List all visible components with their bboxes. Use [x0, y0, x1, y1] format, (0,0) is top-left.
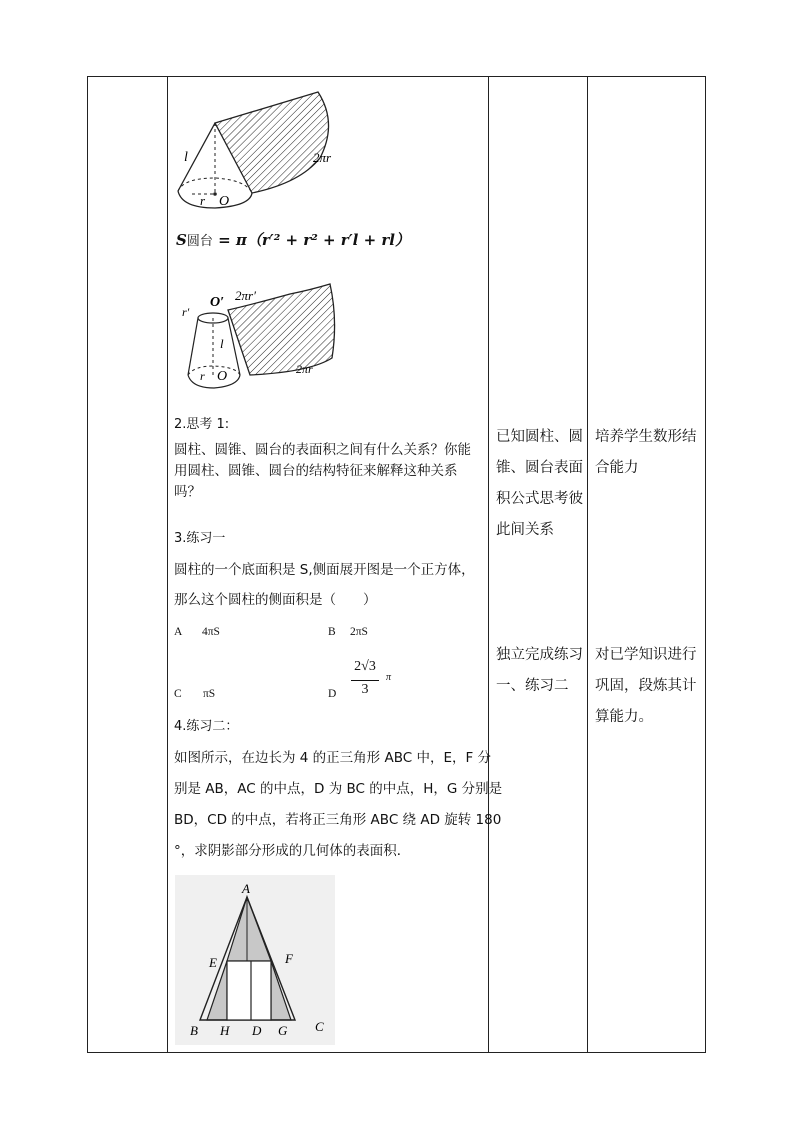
student-activity-line: 已知圆柱、圆 [496, 429, 583, 445]
point-h-label: H [220, 1023, 230, 1038]
point-a-label: A [242, 881, 250, 896]
section4-heading: 4.练习二： [174, 719, 239, 734]
cone-l-label: l [184, 150, 188, 165]
option-d-label: D [328, 688, 337, 700]
section2-heading: 2.思考 1: [174, 417, 230, 432]
formula-s: S [176, 231, 187, 249]
cone-o-label: O [219, 194, 230, 209]
triangle-figure [175, 875, 335, 1045]
frustum-o-label: O [217, 369, 228, 384]
option-d-numerator: 2√3 [354, 659, 376, 674]
option-a-label: A [174, 626, 183, 638]
cone-r-label: r [200, 193, 206, 208]
cone-unfolding-figure [170, 88, 350, 218]
section3-heading: 3.练习一 [174, 531, 226, 546]
section2-line: 圆柱、圆锥、圆台的表面积之间有什么关系？你能 [174, 442, 471, 458]
point-g-label: G [278, 1023, 288, 1038]
student-activity-line: 锥、圆台表面 [496, 460, 583, 476]
section4-line: 如图所示，在边长为 4 的正三角形 ABC 中，E，F 分 [174, 750, 492, 766]
column-divider [167, 77, 168, 1052]
option-b-value: 2πS [350, 626, 368, 638]
frustum-l-label: l [220, 336, 224, 351]
student-activity-line: 积公式思考彼 [496, 491, 583, 507]
design-intent-line: 对已学知识进行 [595, 647, 697, 663]
student-activity-line: 此间关系 [496, 522, 554, 538]
design-intent-line: 合能力 [595, 460, 639, 476]
formula-rhs: = π（r′² + r² + r′l + rl） [218, 231, 410, 249]
cone-arc-label: 2πr [313, 150, 332, 165]
option-d-pi: π [386, 672, 392, 683]
point-c-label: C [315, 1019, 324, 1034]
design-intent-line: 算能力。 [595, 709, 653, 725]
section4-line: BD，CD 的中点，若将正三角形 ABC 绕 AD 旋转 180 [174, 812, 502, 828]
frustum-area-formula [176, 229, 410, 250]
student-activity-line: 一、练习二 [496, 678, 569, 694]
formula-subscript: 圆台 [186, 234, 213, 249]
column-divider [488, 77, 489, 1052]
frustum-arctop-label: 2πr′ [235, 288, 256, 303]
point-b-label: B [190, 1023, 198, 1038]
column-divider [587, 77, 588, 1052]
point-e-label: E [209, 955, 217, 970]
section3-line: 圆柱的一个底面积是 S,侧面展开图是一个正方体， [174, 562, 475, 578]
option-d-denominator: 3 [361, 682, 369, 697]
section4-line: °，求阴影部分形成的几何体的表面积． [174, 843, 411, 859]
section2-line: 吗？ [174, 484, 201, 500]
frustum-oprime-label: O′ [210, 295, 225, 310]
option-a-value: 4πS [202, 626, 220, 638]
point-d-label: D [252, 1023, 262, 1038]
frustum-r-label: r [200, 369, 205, 383]
frustum-rprime-label: r′ [182, 305, 190, 319]
student-activity-line: 独立完成练习 [496, 647, 583, 663]
point-f-label: F [285, 951, 293, 966]
frustum-unfolding-figure [180, 280, 350, 400]
section4-line: 别是 AB，AC 的中点，D 为 BC 的中点，H，G 分别是 [174, 781, 503, 797]
option-d-fraction-bar [351, 680, 379, 681]
section3-line: 那么这个圆柱的侧面积是（ ） [174, 592, 377, 608]
design-intent-line: 巩固，段炼其计 [595, 678, 697, 694]
design-intent-line: 培养学生数形结 [595, 429, 697, 445]
option-c-label: C [174, 688, 182, 700]
section2-line: 用圆柱、圆锥、圆台的结构特征来解释这种关系 [174, 463, 458, 479]
option-c-value: πS [203, 688, 216, 700]
option-b-label: B [328, 626, 336, 638]
frustum-arcbottom-label: 2πr [296, 362, 313, 376]
